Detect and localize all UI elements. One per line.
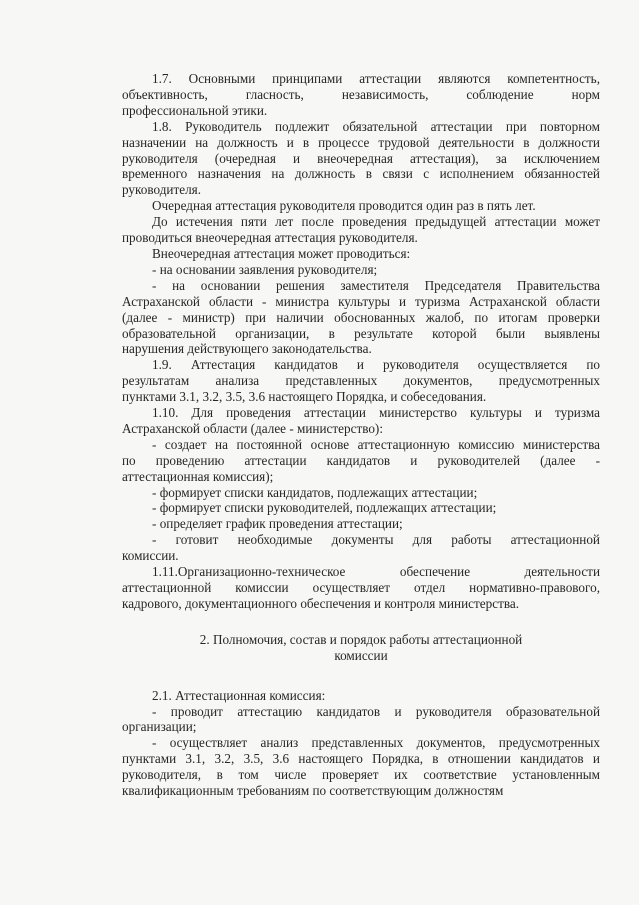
text-line: - на основании заявления руководителя;: [152, 261, 378, 277]
section-heading: [122, 632, 600, 664]
paragraph: [122, 704, 600, 736]
paragraph: [122, 119, 600, 199]
document-body: [122, 71, 600, 799]
paragraph: [122, 71, 600, 119]
text-line: - осуществляет анализ представленных документов, предусмотренных: [152, 735, 600, 751]
text-line: руководителя.: [122, 182, 202, 198]
text-line: пунктами 3.1, 3.2, 3.5, 3.6 настоящего Порядка, и собеседования.: [122, 389, 487, 405]
section-1: [122, 71, 600, 612]
text-line: 1.8. Руководитель подлежит обязательной аттестации при повторном: [152, 118, 600, 134]
text-line: 1.9. Аттестация кандидатов и руководителя осуществляется по: [152, 357, 600, 373]
paragraph: [122, 516, 600, 532]
text-line: - готовит необходимые документы для работы аттестационной: [152, 532, 600, 548]
text-line: комиссии.: [122, 548, 179, 564]
paragraph: [122, 564, 600, 612]
text-line: руководителя (очередная и внеочередная аттестация), за исключением: [122, 150, 600, 166]
text-line: проводиться внеочередная аттестация руководителя.: [122, 230, 418, 246]
text-line: временного назначения на должность в связи с исполнением обязанностей: [122, 166, 600, 182]
text-line: аттестационной комиссии осуществляет отдел нормативно-правового,: [122, 580, 600, 595]
text-line: Очередная аттестация руководителя проводится один раз в пять лет.: [152, 198, 536, 214]
heading-line: 2. Полномочия, состав и порядок работы аттестационной: [199, 631, 523, 647]
text-line: кадрового, документационного обеспечения и контроля министерства.: [122, 595, 520, 611]
text-line: - формирует списки кандидатов, подлежащих аттестации;: [152, 484, 478, 500]
text-line: Внеочередная аттестация может проводиться:: [152, 245, 411, 261]
text-line: назначении на должность и в процессе трудовой деятельности в должности: [122, 134, 600, 150]
paragraph: [122, 214, 600, 246]
text-line: - проводит аттестацию кандидатов и руководителя образовательной: [152, 703, 600, 719]
text-line: 2.1. Аттестационная комиссия:: [152, 687, 326, 703]
heading-line: комиссии: [334, 647, 388, 663]
paragraph: [122, 278, 600, 358]
paragraph: [122, 735, 600, 799]
text-line: пунктами 3.1, 3.2, 3.5, 3.6 настоящего Порядка, в отношении кандидатов и: [122, 751, 600, 767]
paragraph: [122, 532, 600, 564]
text-line: образовательной организации, в результате которой были выявлены: [122, 325, 600, 341]
paragraph: [122, 688, 600, 704]
paragraph: [122, 198, 600, 214]
text-line: объективность, гласность, независимость, соблюдение норм: [122, 86, 600, 102]
text-line: - определяет график проведения аттестации;: [152, 516, 403, 532]
text-line: 1.11.Организационно-техническое обеспечение деятельности: [152, 564, 600, 580]
text-line: - на основании решения заместителя Председателя Правительства: [152, 277, 600, 293]
text-line: Астраханской области - министра культуры и туризма Астраханской области: [122, 293, 600, 309]
text-line: руководителя, в том числе проверяет их соответствие установленным: [122, 767, 600, 783]
text-line: организации;: [122, 719, 197, 735]
text-line: 1.10. Для проведения аттестации министерство культуры и туризма: [152, 405, 600, 421]
text-line: 1.7. Основными принципами аттестации являются компетентность,: [152, 71, 600, 86]
text-line: нарушения действующего законодательства.: [122, 341, 372, 357]
text-line: (далее - министр) при наличии обоснованных жалоб, по итогам проверки: [122, 309, 600, 325]
paragraph: [122, 405, 600, 437]
text-line: квалификационным требованиям по соответствующим должностям: [122, 783, 504, 799]
text-line: До истечения пяти лет после проведения предыдущей аттестации может: [152, 214, 600, 230]
paragraph: [122, 437, 600, 485]
paragraph: [122, 246, 600, 262]
text-line: - формирует списки руководителей, подлежащих аттестации;: [152, 500, 497, 516]
paragraph: [122, 485, 600, 501]
text-line: аттестационная комиссия);: [122, 468, 274, 484]
text-line: результатам анализа представленных документов, предусмотренных: [122, 373, 600, 389]
paragraph: [122, 262, 600, 278]
text-line: профессиональной этики.: [122, 102, 268, 118]
paragraph: [122, 357, 600, 405]
text-line: по проведению аттестации кандидатов и руководителей (далее -: [122, 452, 600, 468]
paragraph: [122, 500, 600, 516]
text-line: - создает на постоянной основе аттестационную комиссию министерства: [152, 436, 600, 452]
text-line: Астраханской области (далее - министерство):: [122, 420, 383, 436]
section-2: [122, 688, 600, 799]
